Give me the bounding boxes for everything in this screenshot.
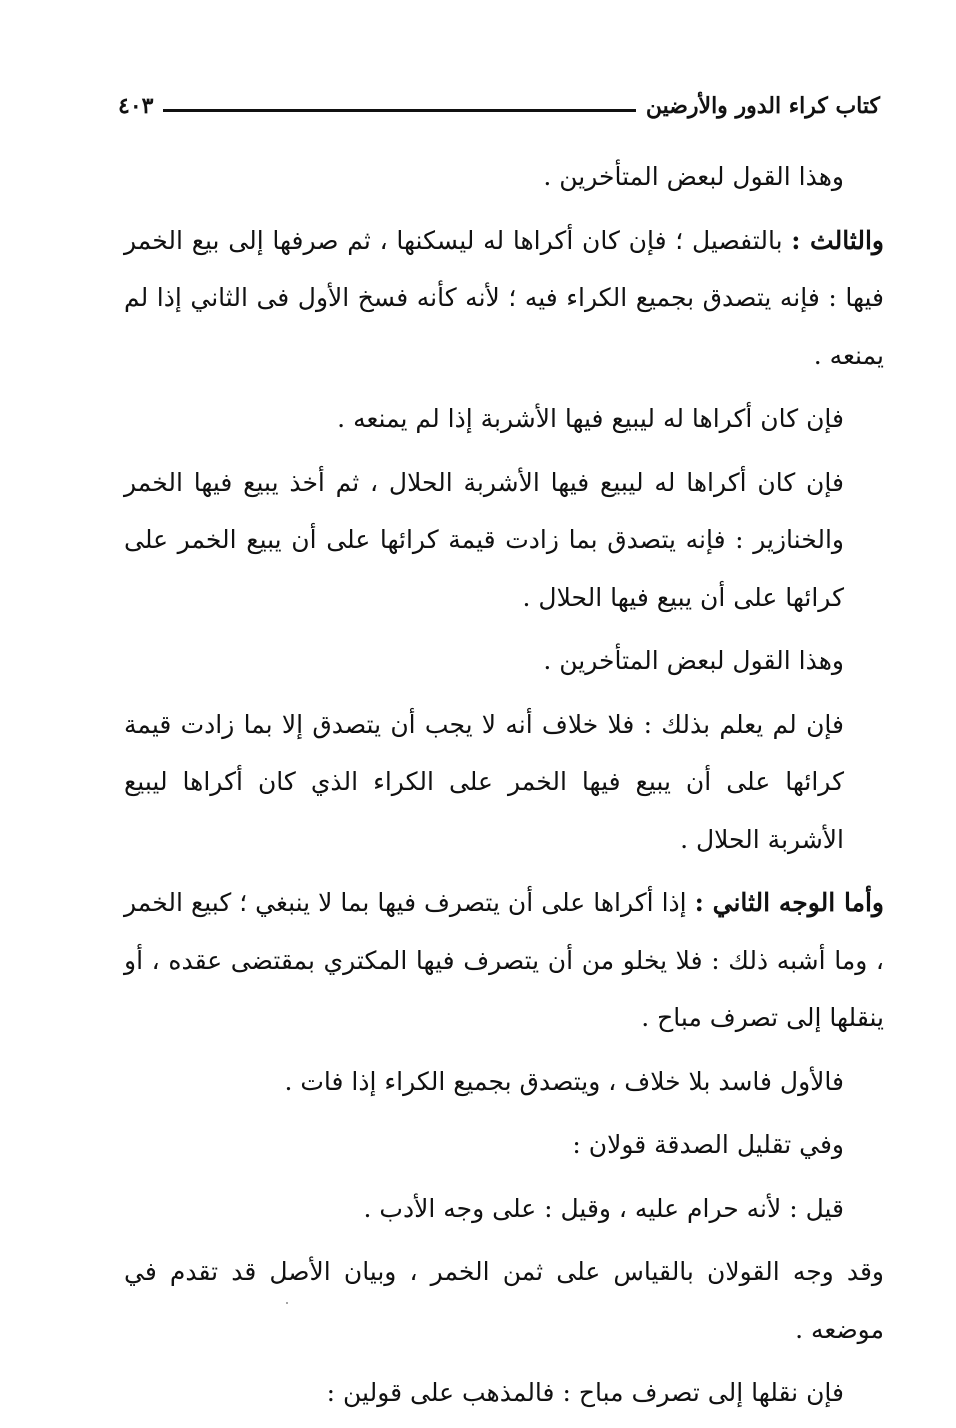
paragraph-text: فإن كان أكراها له ليبيع فيها الأشربة إذا لم يمنعه . xyxy=(337,404,844,433)
paragraph-text: فالأول فاسد بلا خلاف ، ويتصدق بجميع الكراء إذا فات . xyxy=(284,1066,844,1096)
paragraph xyxy=(124,1116,884,1174)
paragraph xyxy=(124,1364,884,1422)
paragraph-text: إذا أكراها على أن يتصرف فيها بما لا ينبغي ؛ كبيع الخمر ، وما أشبه ذلك : فلا يخلو من أن يتصرف فيها المكتري بمقتضى عقده ، أو ينقلها إلى تصرف مباح . xyxy=(124,888,884,1032)
paragraph-text: فإن نقلها إلى تصرف مباح : فالمذهب على قولين : xyxy=(326,1378,844,1407)
paragraph-text: بالتفصيل ؛ فإن كان أكراها له ليسكنها ، ثم صرفها إلى بيع الخمر فيها : فإنه يتصدق بجميع الكراء فيه ؛ لأنه كأنه فسخ الأول فى الثاني إذا لم يمنعه . xyxy=(124,225,884,370)
paragraph-text: وهذا القول لبعض المتأخرين . xyxy=(543,162,844,191)
paragraph-text: قيل : لأنه حرام عليه ، وقيل : على وجه الأدب . xyxy=(363,1193,844,1223)
paragraph xyxy=(124,632,884,690)
header-title: كتاب كراء الدور والأرضين xyxy=(645,93,880,119)
paragraph xyxy=(124,1180,884,1238)
paragraph xyxy=(124,1243,884,1358)
scan-speck xyxy=(286,1302,288,1304)
paragraph xyxy=(124,1053,884,1111)
paragraph-text: وقد وجه القولان بالقياس على ثمن الخمر ، وبيان الأصل قد تقدم في موضعه . xyxy=(124,1257,884,1344)
paragraph-text: فإن كان أكراها له ليبيع فيها الأشربة الحلال ، ثم أخذ يبيع فيها الخمر والخنازير : فإنه يتصدق بما زادت قيمة كرائها على أن يبيع الخمر على كرائها على أن يبيع فيها الحلال . xyxy=(124,467,844,612)
paragraph-text: فإن لم يعلم بذلك : فلا خلاف أنه لا يجب أن يتصدق إلا بما زادت قيمة كرائها على أن يبيع فيها الخمر على الكراء الذي كان أكراها ليبيع الأشربة الحلال . xyxy=(124,709,844,854)
paragraph xyxy=(124,148,884,206)
paragraph xyxy=(124,390,884,448)
paragraph xyxy=(124,874,884,1047)
paragraph xyxy=(124,454,884,627)
body-text xyxy=(124,148,884,1428)
paragraph-lead: وأما الوجه الثاني : xyxy=(694,888,884,917)
header-rule xyxy=(163,109,635,112)
paragraph-lead: والثالث : xyxy=(791,225,884,255)
paragraph xyxy=(124,212,884,385)
page-number: ٤٠٣ xyxy=(118,93,154,119)
paragraph-text: وفي تقليل الصدقة قولان : xyxy=(572,1130,844,1159)
paragraph-text: وهذا القول لبعض المتأخرين . xyxy=(543,646,844,675)
running-header xyxy=(118,86,880,126)
paragraph xyxy=(124,696,884,869)
